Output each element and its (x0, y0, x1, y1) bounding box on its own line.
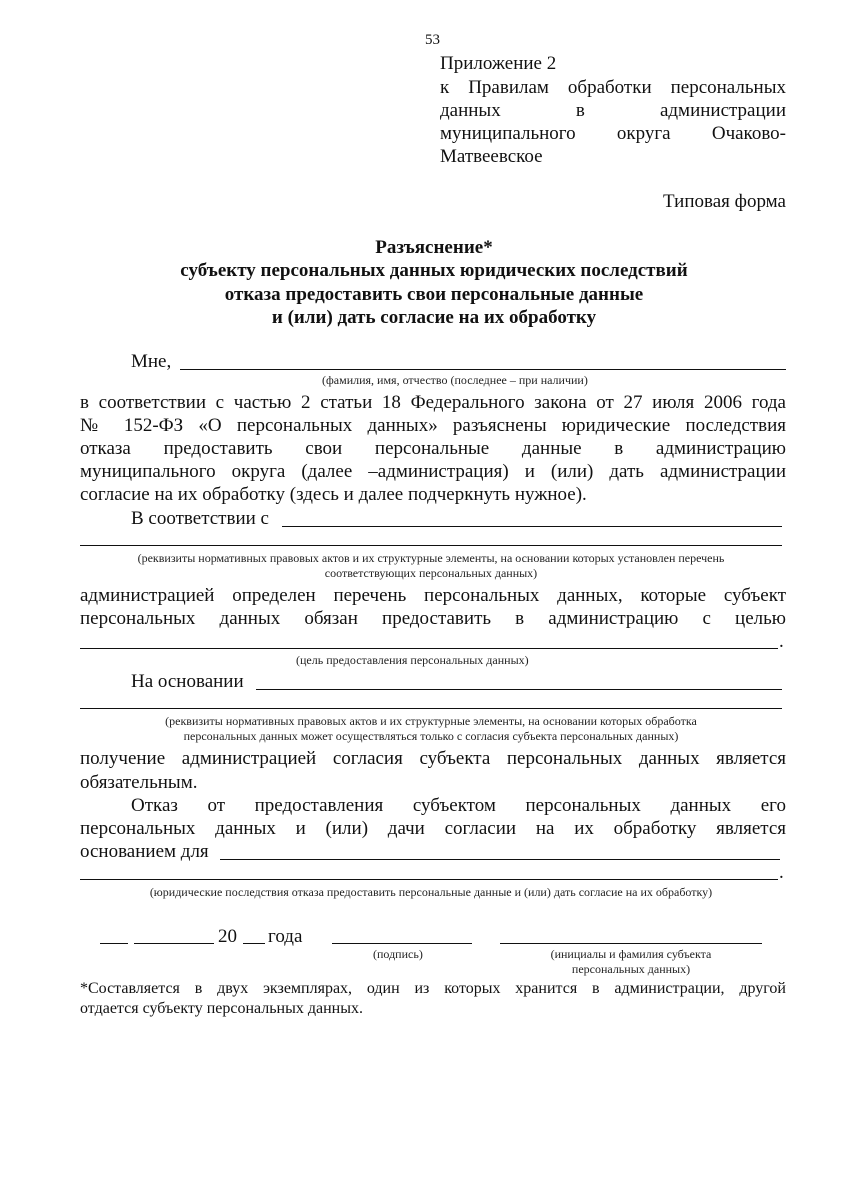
heading-line: субъекту персональных данных юридических последствий (180, 260, 688, 281)
body-line: в соответствии с частью 2 статьи 18 Федерального закона от 27 июля 2006 года (80, 392, 786, 413)
signature-line[interactable] (332, 943, 472, 944)
fio-fill-line[interactable] (180, 369, 786, 370)
consent-basis-fill-line[interactable] (256, 689, 782, 690)
lead-text: основанием для (80, 841, 209, 862)
name-caption: персональных данных) (571, 962, 691, 976)
fio-caption: (фамилия, имя, отчество (последнее – при наличии) (322, 373, 588, 387)
date-year-prefix: 20 (218, 926, 237, 947)
legal-basis-caption: (реквизиты нормативных правовых актов и их структурные элементы, на основании которых установлен перечень (137, 551, 725, 565)
heading-line: отказа предоставить свои персональные данные (224, 284, 644, 305)
appendix-line: данных в администрации (440, 100, 786, 121)
signature-caption: (подпись) (373, 947, 423, 961)
consequences-fill-line[interactable] (220, 859, 780, 860)
period: . (779, 631, 784, 652)
appendix-title: Приложение 2 (440, 53, 557, 74)
appendix-line: Матвеевское (440, 146, 543, 167)
lead-text: На основании (131, 671, 244, 692)
purpose-caption: (цель предоставления персональных данных) (296, 653, 529, 667)
purpose-fill-line[interactable] (80, 648, 778, 649)
page-number: 53 (425, 32, 440, 48)
consent-basis-caption: персональных данных может осуществляться только с согласия субъекта персональных данных) (183, 729, 679, 743)
legal-basis-fill-line-2[interactable] (80, 545, 782, 546)
body-line: администрацией определен перечень персональных данных, которые субъект (80, 585, 786, 606)
consent-basis-fill-line-2[interactable] (80, 708, 782, 709)
date-day-line[interactable] (100, 943, 128, 944)
footnote-line: отдается субъекту персональных данных. (80, 1000, 363, 1017)
legal-basis-caption: соответствующих персональных данных) (324, 566, 538, 580)
body-line: Отказ от предоставления субъектом персональных данных его (131, 795, 786, 816)
legal-basis-fill-line[interactable] (282, 526, 782, 527)
body-line: персональных данных и (или) дачи согласии на их обработку является (80, 818, 786, 839)
appendix-line: к Правилам обработки персональных (440, 77, 786, 98)
body-line: согласие на их обработку (здесь и далее подчеркнуть нужное). (80, 484, 587, 505)
footnote-line: *Составляется в двух экземплярах, один из которых хранится в администрации, другой (80, 980, 786, 997)
form-type-label: Типовая форма (663, 191, 786, 212)
appendix-line: муниципального округа Очаково- (440, 123, 786, 144)
body-line: обязательным. (80, 772, 198, 793)
consequences-caption: (юридические последствия отказа предоставить персональные данные и (или) дать согласие на их обработку) (149, 885, 713, 899)
body-line: персональных данных обязан предоставить в администрацию с целью (80, 608, 786, 629)
date-month-line[interactable] (134, 943, 214, 944)
body-line: отказа предоставить свои персональные данные в администрацию (80, 438, 786, 459)
date-year-line[interactable] (243, 943, 265, 944)
heading-line: и (или) дать согласие на их обработку (271, 307, 597, 328)
body-line: получение администрацией согласия субъекта персональных данных является (80, 748, 786, 769)
lead-text: В соответствии с (131, 508, 269, 529)
body-line: муниципального округа (далее –администрация) и (или) дать администрации (80, 461, 786, 482)
name-caption: (инициалы и фамилия субъекта (550, 947, 712, 961)
body-line: № 152-ФЗ «О персональных данных» разъяснены юридические последствия (80, 415, 786, 436)
name-line[interactable] (500, 943, 762, 944)
lead-text: Мне, (131, 351, 172, 372)
heading-line: Разъяснение* (375, 237, 493, 258)
date-year-suffix: года (268, 926, 303, 947)
consequences-fill-line-2[interactable] (80, 879, 778, 880)
period: . (779, 862, 784, 883)
consent-basis-caption: (реквизиты нормативных правовых актов и их структурные элементы, на основании которых обработка (165, 714, 697, 728)
